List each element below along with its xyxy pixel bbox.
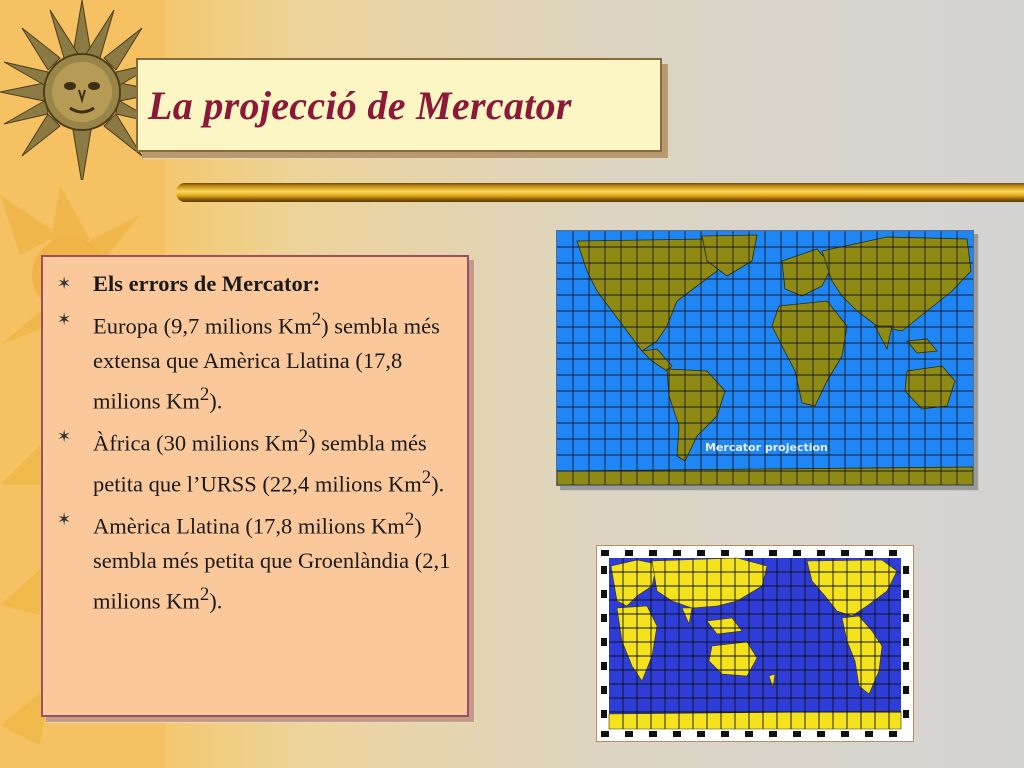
pacific-map-image	[597, 546, 913, 741]
title-box	[136, 58, 662, 152]
bullet-text: ) sembla més petita que l’URSS (22,4 milions Km	[93, 430, 427, 496]
four-point-star-icon: ✶	[57, 510, 72, 530]
superscript: 2	[199, 583, 210, 605]
slide-title: La projecció de Mercator	[148, 83, 572, 128]
bullet-text: ) sembla més extensa que Amèrica Llatina (17,8 milions Km	[93, 313, 440, 413]
bullet-text: ) sembla més petita que Groenlàndia (2,1 milions Km	[93, 513, 451, 613]
bullet-text: ).	[209, 388, 223, 413]
bullet-text: Europa (9,7 milions Km	[93, 313, 312, 339]
bullet-text: Amèrica Llatina (17,8 milions Km	[93, 513, 405, 539]
bullet-text-box	[41, 255, 469, 717]
superscript: 2	[199, 383, 210, 405]
four-point-star-icon: ✶	[57, 310, 72, 330]
bullet-text: ).	[431, 471, 445, 496]
pacific-centered-map	[596, 545, 914, 742]
superscript: 2	[311, 309, 322, 330]
bullet-item-heading	[43, 267, 459, 301]
map-caption: Mercator projection	[705, 441, 828, 454]
bullet-text: ).	[209, 588, 223, 613]
mercator-world-map	[556, 230, 974, 486]
four-point-star-icon: ✶	[57, 274, 72, 294]
gold-divider-bar	[176, 183, 1024, 202]
bullet-list	[43, 257, 467, 618]
bullet-heading-text: Els errors de Mercator:	[93, 271, 321, 296]
superscript: 2	[404, 509, 415, 530]
four-point-star-icon: ✶	[57, 427, 72, 447]
bullet-text: Àfrica (30 milions Km	[93, 430, 299, 456]
bullet-item-europa	[43, 303, 459, 418]
bullet-item-america	[43, 503, 459, 618]
superscript: 2	[298, 426, 308, 447]
bullet-item-africa	[43, 420, 459, 501]
superscript: 2	[421, 466, 432, 488]
